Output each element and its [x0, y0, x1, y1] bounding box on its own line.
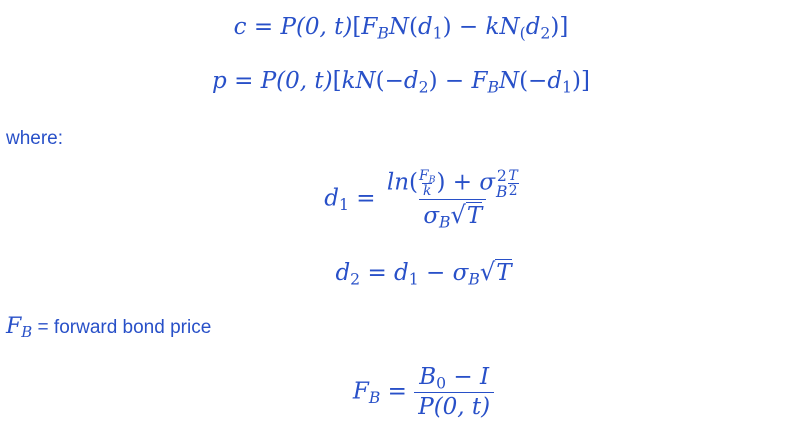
fb-denominator: P(0, t): [414, 392, 494, 422]
fb-definition: $F_B$ = forward bond price: [6, 314, 212, 342]
normal-cdf: N: [388, 14, 409, 40]
d1-numerator: ln( $\frac{F_B}{k}$ ) + σ 2 B $\frac{T}{2}$: [386, 166, 518, 201]
put-symbol: p: [212, 68, 227, 94]
strike-symbol: k: [485, 14, 500, 40]
discount-factor: P(0, t): [280, 14, 353, 40]
call-symbol: c: [233, 14, 247, 40]
d1-equation: $d_1$ = ln( $\frac{F_B}{k}$ ) + σ 2 B $\frac{T}{2}$ $\sigma_B√T$: [0, 168, 802, 231]
fb-symbol: F: [6, 314, 22, 339]
sqrt-t: √T: [479, 258, 512, 286]
d2-equation: $d_2 = d_1 - \sigma_B√T$: [335, 258, 512, 289]
discount-factor: P(0, t): [260, 68, 333, 94]
d1-fraction: [383, 168, 523, 231]
forward-over-strike: $\frac{F_B}{k}$: [419, 167, 436, 200]
fb-numerator: $B_0 - I$: [419, 364, 490, 393]
t-over-two: $\frac{T}{2}$: [508, 167, 518, 200]
fb-fraction: [414, 364, 494, 421]
fb-definition-text: = forward bond price: [32, 317, 212, 338]
forward-price-symbol: F: [361, 14, 378, 40]
fb-equation: $F_B$ = $\frac{B_0 - I}{P(0, t)}$: [0, 364, 802, 421]
where-label: where:: [6, 128, 64, 149]
d1-denominator: $\sigma_B√T$: [419, 199, 486, 231]
sigma-symbol: σ: [479, 169, 496, 196]
call-price-equation: c = P(0, $t)[F_BN(d_1) - kN_(d_2)$]: [233, 14, 569, 43]
put-price-equation: p = P(0, $t)[kN(-d_2) - F_BN(-d_1)]$: [212, 68, 590, 97]
